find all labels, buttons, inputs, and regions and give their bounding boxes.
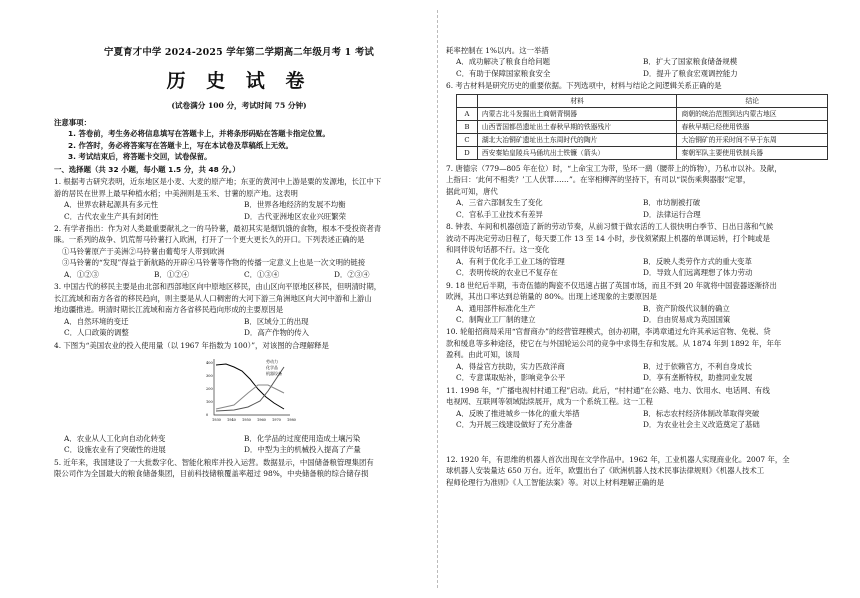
answer-option: A．自然环境的变迁: [64, 316, 129, 326]
table-cell: 湖北大冶铜矿遗址出土东周时代的陶片: [477, 133, 677, 146]
legend-1: 化学品: [266, 365, 278, 371]
x-tick: 1960: [257, 418, 266, 423]
x-tick: 1940: [227, 418, 236, 423]
x-tick: 1930: [212, 418, 221, 423]
answer-option: C．设施农业有了突破性的进展: [64, 445, 166, 455]
answer-option: B．区域分工的出现: [244, 316, 309, 326]
answer-option: B．①②④: [154, 269, 189, 279]
table-row: [457, 146, 828, 159]
answer-option: B．反映人类劳作方式的重大变革: [643, 256, 752, 266]
school-title: 宁夏育才中学 2024-2025 学年第二学期高二年级月考 1 考试: [104, 47, 374, 58]
table-cell: 山西晋国都邑遗址出土春秋早期的铁器残片: [477, 120, 677, 133]
table-header-row: [457, 94, 828, 107]
answer-options: [446, 303, 830, 326]
column-divider: [437, 10, 438, 588]
table-header-cell: 结论: [677, 94, 828, 107]
question-text: 地边疆推进。明清时期长江流域和南方各省移民趋向形成的主要原因是: [54, 305, 284, 315]
question-block: [446, 454, 830, 488]
question-text: 12. 1920 年，有思维的机器人首次出现在文学作品中。1962 年，工业机器人实现商业化。2007 年，全: [446, 454, 790, 464]
answer-option: A．世界农耕起源具有多元性: [64, 200, 159, 210]
question-text: 款和缓息等多种途径，使它在与外国轮运公司的竞争中求得生存和发展。从 1874 年到 1892 年，年年: [446, 338, 782, 348]
question-text: 5. 近年来，我国建设了一大批数字化、智能化粮库并投入运营。数据显示，中国储备粮管理集团有: [54, 457, 374, 467]
table-row: [457, 120, 828, 133]
question-text: 限公司作为全国最大的粮食储备集团，目前科技储粮覆盖率超过 98%，中央储备粮的综合储存损: [54, 469, 369, 479]
question-block: [446, 221, 830, 278]
question-block: [446, 385, 830, 431]
question-text: 球机器人安装量达 650 万台。近年，欧盟出台了《欧洲机器人技术民事法律规则》《机器人技术工: [446, 466, 765, 476]
answer-options: [54, 316, 424, 339]
answer-options: [446, 361, 830, 384]
question-block: [446, 45, 830, 79]
answer-option: C．为开展三线建设做好了充分准备: [456, 420, 573, 430]
section-heading: 一、选择题（共 32 小题，每小题 1.5 分，共 48 分。）: [54, 164, 240, 174]
question-text: 4. 下图为“美国农业的投入使用量（以 1967 年指数为 100）”，对该图的合理解释是: [54, 340, 329, 350]
question-statement: ①马铃薯原产于美洲②马铃薯由葡萄牙人带到欧洲: [62, 246, 225, 256]
answer-option: D．为农业社会主义改造奠定了基础: [643, 420, 760, 430]
answer-option: B．过于依赖官方，不利自身成长: [643, 361, 752, 371]
answer-options: [446, 56, 830, 79]
answer-options: [446, 197, 830, 220]
answer-option: D．法律运行合理: [643, 209, 701, 219]
answer-option: D．②③④: [334, 269, 370, 279]
exam-meta: (试卷满分 100 分，考试时间 75 分钟): [171, 101, 307, 111]
table-cell: D: [457, 146, 478, 159]
usa-agri-input-chart: [204, 355, 294, 425]
x-tick: 1950: [242, 418, 251, 423]
exam-subject: 历 史 试 卷: [166, 69, 312, 92]
answer-options: [446, 256, 830, 279]
question-text: 耗率控制在 1%以内。这一举措: [446, 46, 549, 55]
question-block: [446, 280, 830, 326]
notice-item: 3. 考试结束后，将答题卡交回，试卷保留。: [68, 152, 212, 162]
question-text: 6. 考古材料是研究历史的重要依据。下列选项中，材料与结论之间逻辑关系正确的是: [446, 81, 722, 91]
table-cell: 大冶铜矿的开采时间不早于东周: [677, 133, 828, 146]
question-text: 3. 中国古代的移民主要是由北部和西部地区向中原地区移民，由山区向平原地区移民，但明清时期，: [54, 282, 382, 292]
table-cell: A: [457, 107, 478, 120]
question-block: [446, 326, 830, 383]
answer-option: D．自由贸易成为英国国策: [643, 314, 731, 324]
answer-option: C．官私手工业技术有差异: [456, 209, 543, 219]
y-tick: 300: [206, 374, 213, 379]
answer-option: D．中型为主的机械投入提高了产量: [244, 445, 361, 455]
answer-option: C．专意谋取贴补，影响竞争公平: [456, 373, 566, 383]
answer-option: D．导致人们远离理想了体力劳动: [643, 268, 753, 278]
answer-option: A．反映了推进城乡一体化的重大举措: [456, 408, 580, 418]
answer-option: D．古代亚洲地区农业兴旺繁荣: [244, 211, 347, 221]
question-statement: ③马铃薯的“发现”得益于新航路的开辟④马铃薯等作物的传播一定意义上也是一次文明的链接: [62, 258, 366, 268]
answer-option: C．有助于保障国家粮食安全: [456, 68, 551, 78]
question-block: [54, 457, 424, 480]
table-cell: 西安秦始皇陵兵马俑坑出土铁镰（箭头）: [477, 146, 677, 159]
y-tick: 0: [206, 413, 209, 418]
question-text: 长江流域和南方各省的移民趋向，则主要是从人口稠密的大河下游三角洲地区向大河中游和上游山: [54, 293, 372, 303]
answer-option: C．制陶业工厂制的建立: [456, 314, 536, 324]
y-tick: 200: [206, 387, 213, 392]
answer-option: D．高产作物的传入: [244, 328, 310, 338]
table-row: [457, 133, 828, 146]
question-block: [54, 176, 424, 222]
table-header-cell: 材料: [477, 94, 677, 107]
question-block: [54, 340, 424, 456]
question-text: 1. 根据考古研究表明，近东地区是小麦、大麦的原产地；东亚的黄河中上游是粟的发源地，长江中下: [54, 177, 382, 187]
x-tick: 1970: [272, 418, 281, 423]
answer-option: C．人口政策的调整: [64, 328, 129, 338]
question-block: [54, 281, 424, 338]
left-column: [54, 0, 424, 480]
table-row: [457, 107, 828, 120]
answer-option: C．表明传统的农业已不复存在: [456, 268, 558, 278]
table-cell: 商朝的统治范围到达内蒙古地区: [677, 107, 828, 120]
question-text: 8. 钟表、车间和机器创造了新的劳动节奏，从前习惯于做农活的工人很快明白季节、日出日落和气候: [446, 222, 774, 232]
answer-option: A．成功解决了粮食自给问题: [456, 57, 551, 67]
answer-options: [446, 408, 830, 431]
chart-line-machinery: [216, 385, 284, 409]
spacer: [446, 431, 830, 453]
question-text: 11. 1998 年，“广播电视村村通工程”启动。此后，“村村通”在公路、电力、饮用水、电话网、有线: [446, 385, 770, 395]
question-block: [446, 80, 830, 159]
answer-option: A．有利于优化手工业工场的管理: [456, 256, 565, 266]
answer-option: B．资产阶级代议制的确立: [643, 303, 730, 313]
x-tick: 1980: [287, 418, 296, 423]
question-text: 7. 唐德宗（779—805 年在位）时，“上命宝工为带，坠环一鹞（腰带上的饰物），乃私市以补。及献，: [446, 163, 782, 173]
notice-item: 2. 作答时，务必将答案写在答题卡上，写在本试卷及草稿纸上无效。: [68, 140, 293, 150]
answer-option: A．通用部件标准化生产: [456, 303, 536, 313]
question-text: 电视网、互联网等领域陆续展开，成为一个系统工程。这一工程: [446, 397, 653, 407]
answer-options: [54, 199, 424, 222]
answer-option: B．扩大了国家粮食储备规模: [643, 57, 738, 67]
right-column: [446, 44, 830, 488]
question-text: 和同伴说句话都不行。这一变化: [446, 245, 550, 255]
table-cell: C: [457, 133, 478, 146]
answer-options: [54, 433, 424, 456]
answer-option: A．①②③: [64, 269, 99, 279]
left-questions: [54, 176, 424, 479]
question-text: 波动不再决定劳动日程了，每天要工作 13 至 14 小时，步伐须紧跟上机器的单调运转，打个盹或是: [446, 233, 770, 243]
answer-option: B．世界各地经济的发展不均衡: [244, 200, 346, 210]
right-questions: [446, 45, 830, 488]
question-text: 程师伦理行为准则》《人工智能法案》等。对以上材料理解正确的是: [446, 477, 665, 487]
answer-option: B．标志农村经济体制改革取得突破: [643, 408, 760, 418]
answer-option: A．三省六部制发生了变化: [456, 198, 543, 208]
question-text: 游的居民在世界上最早种植水稻；中美洲则是玉米、甘薯的原产地。这表明: [54, 188, 298, 198]
answer-option: B．化学品的过度使用造成土壤污染: [244, 433, 361, 443]
notice-title: 注意事项：: [54, 117, 91, 127]
question-text: 上指曰：‘此何不相类？’工人伏罪……”。在宰相柳浑的坚持下，有司以“误伤乘舆器服”定罪，: [446, 175, 751, 185]
table-header-cell: [457, 94, 478, 107]
notice-item: 1. 答卷前，考生务必将信息填写在答题卡上，并将条形码贴在答题卡指定位置。: [68, 129, 330, 139]
question-text: 2. 有学者指出：作为对人类最重要献礼之一的马铃薯，最初其实是烟饥饿的食物，根本不受投资者青: [54, 224, 382, 233]
answer-option: D．享有垄断特权，助推同业发展: [643, 373, 753, 383]
legend-2: 机器设备: [266, 371, 282, 377]
question-text: 欧洲，其出口率达到总销量的 80%。出现上述现象的主要原因是: [446, 292, 657, 302]
answer-option: D．提升了粮食宏观调控能力: [643, 68, 738, 78]
question-text: 盈利。由此可知，该局: [446, 350, 520, 360]
answer-option: A．农业从人工化向自动化转变: [64, 433, 166, 443]
y-tick: 100: [206, 400, 213, 405]
answer-options: [54, 269, 424, 280]
table-cell: B: [457, 120, 478, 133]
legend-0: 劳动力: [266, 359, 278, 365]
table-cell: 秦朝军队主要使用铁制兵器: [677, 146, 828, 159]
question-text: 10. 轮船招商局采用“官督商办”的经营管理模式，创办初期，李鸿章通过允许其承运官物、免税、贷: [446, 327, 771, 337]
question-text: 睐。一系列的战争、饥荒帮马铃薯打入欧洲，打开了一个更大更长久的开口。下列表述正确的是: [54, 235, 365, 245]
table-cell: 内蒙古北斗发掘出土商朝青铜器: [477, 107, 677, 120]
answer-option: C．①③④: [244, 269, 280, 279]
question-text: 据此可知，唐代: [446, 186, 498, 196]
answer-option: A．得益官方扶助，实力匹敌洋商: [456, 361, 565, 371]
y-tick: 400: [206, 361, 213, 366]
question-block: [446, 163, 830, 220]
answer-option: C．古代农业生产具有封闭性: [64, 211, 159, 221]
question-text: 9. 18 世纪后半期，韦奇伍德的陶瓷不仅迅速占据了英国市场，而且不到 20 年就将中国瓷器逐渐挤出: [446, 280, 777, 290]
table-cell: 春秋早期已经使用铁器: [677, 120, 828, 133]
material-table: [456, 94, 828, 160]
question-block: [54, 223, 424, 280]
answer-option: B．市坊制被打破: [643, 198, 701, 208]
